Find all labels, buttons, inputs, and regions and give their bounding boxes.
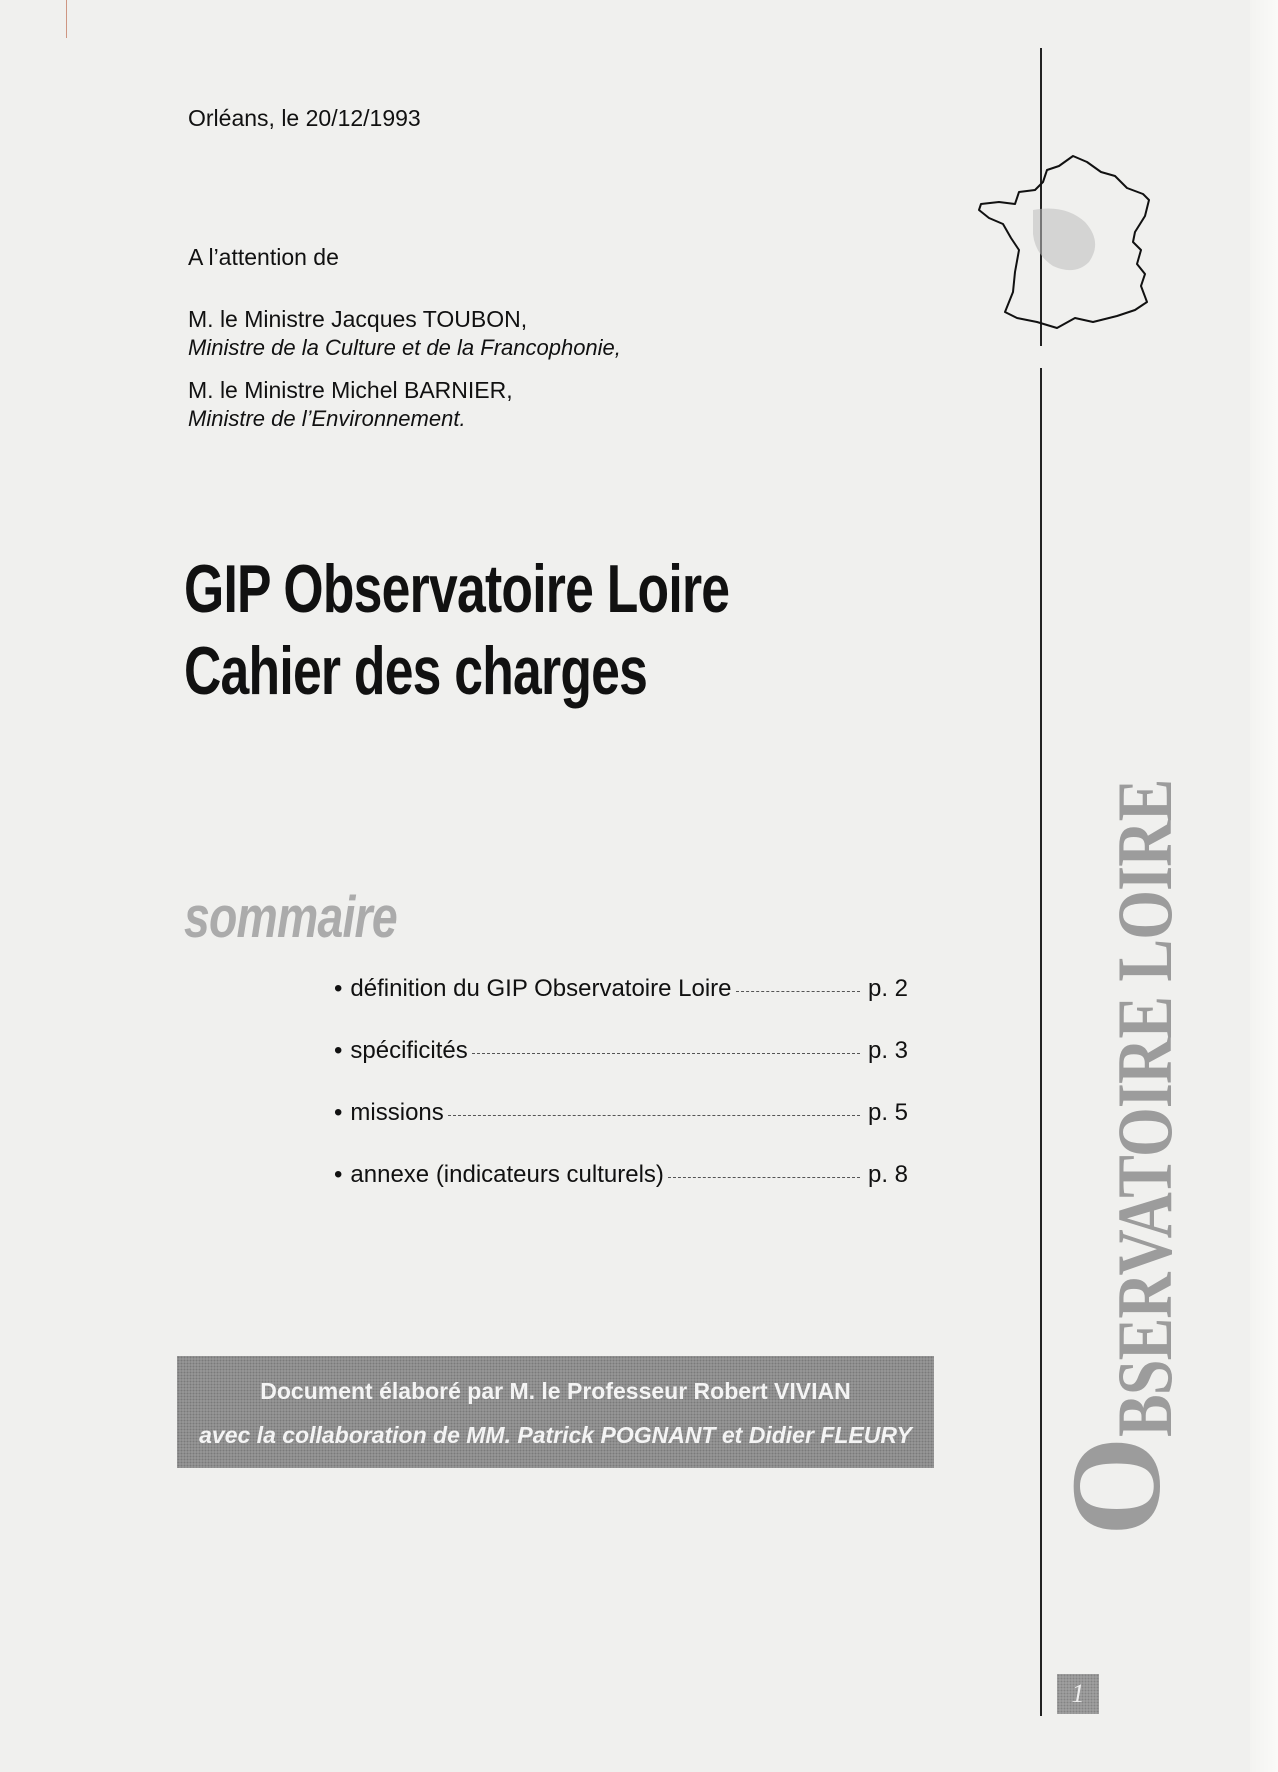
toc-item [334, 1037, 908, 1099]
dot-leader [472, 1053, 860, 1054]
recipient-1 [188, 304, 621, 362]
toc-item-label: spécificités [350, 1037, 468, 1064]
toc-item-label: définition du GIP Observatoire Loire [350, 975, 732, 1002]
credits-collaborators: avec la collaboration de MM. Patrick POGNANT et Didier FLEURY [199, 1422, 912, 1448]
toc-item-page: p. 8 [867, 1161, 908, 1188]
toc-item-label: missions [350, 1099, 444, 1126]
observatoire-loire-wordmark [1043, 780, 1188, 1536]
dot-leader [736, 991, 860, 992]
place-date: Orléans, le 20/12/1993 [188, 105, 421, 131]
recipient-role: Ministre de la Culture et de la Francophonie, [188, 335, 621, 360]
toc-item-page: p. 2 [867, 975, 908, 1002]
wordmark-text: BSERVATOIRE LOIRE [1101, 780, 1188, 1438]
wordmark-initial: O [1045, 1437, 1187, 1536]
toc-item-label: annexe (indicateurs culturels) [350, 1161, 664, 1188]
toc-item [334, 1099, 908, 1161]
sommaire-heading: sommaire [184, 885, 397, 950]
title-line-2: Cahier des charges [184, 633, 648, 709]
dot-leader [448, 1115, 860, 1116]
bullet: • [334, 1161, 343, 1188]
sidebar-rule [1040, 368, 1042, 1716]
recipient-name: M. le Ministre Jacques TOUBON, [188, 306, 528, 332]
toc-item [334, 975, 908, 1037]
credits-box [177, 1356, 934, 1468]
bullet: • [334, 975, 343, 1002]
recipient-2 [188, 375, 513, 433]
toc-item-page: p. 5 [867, 1099, 908, 1126]
recipient-name: M. le Ministre Michel BARNIER, [188, 377, 513, 403]
toc-item [334, 1161, 908, 1223]
toc-item-page: p. 3 [867, 1037, 908, 1064]
page-number: 1 [1057, 1674, 1099, 1714]
table-of-contents [334, 975, 908, 1223]
credits-author: Document élaboré par M. le Professeur Robert VIVIAN [260, 1378, 851, 1404]
bullet: • [334, 1037, 343, 1064]
document-title [184, 548, 729, 712]
page-edge [1250, 0, 1278, 1772]
bullet: • [334, 1099, 343, 1126]
attention-line: A l’attention de [188, 244, 339, 270]
france-map-icon [975, 150, 1175, 370]
dot-leader [668, 1177, 860, 1178]
scan-mark [66, 0, 67, 38]
recipient-role: Ministre de l’Environnement. [188, 406, 466, 431]
title-line-1: GIP Observatoire Loire [184, 551, 730, 627]
